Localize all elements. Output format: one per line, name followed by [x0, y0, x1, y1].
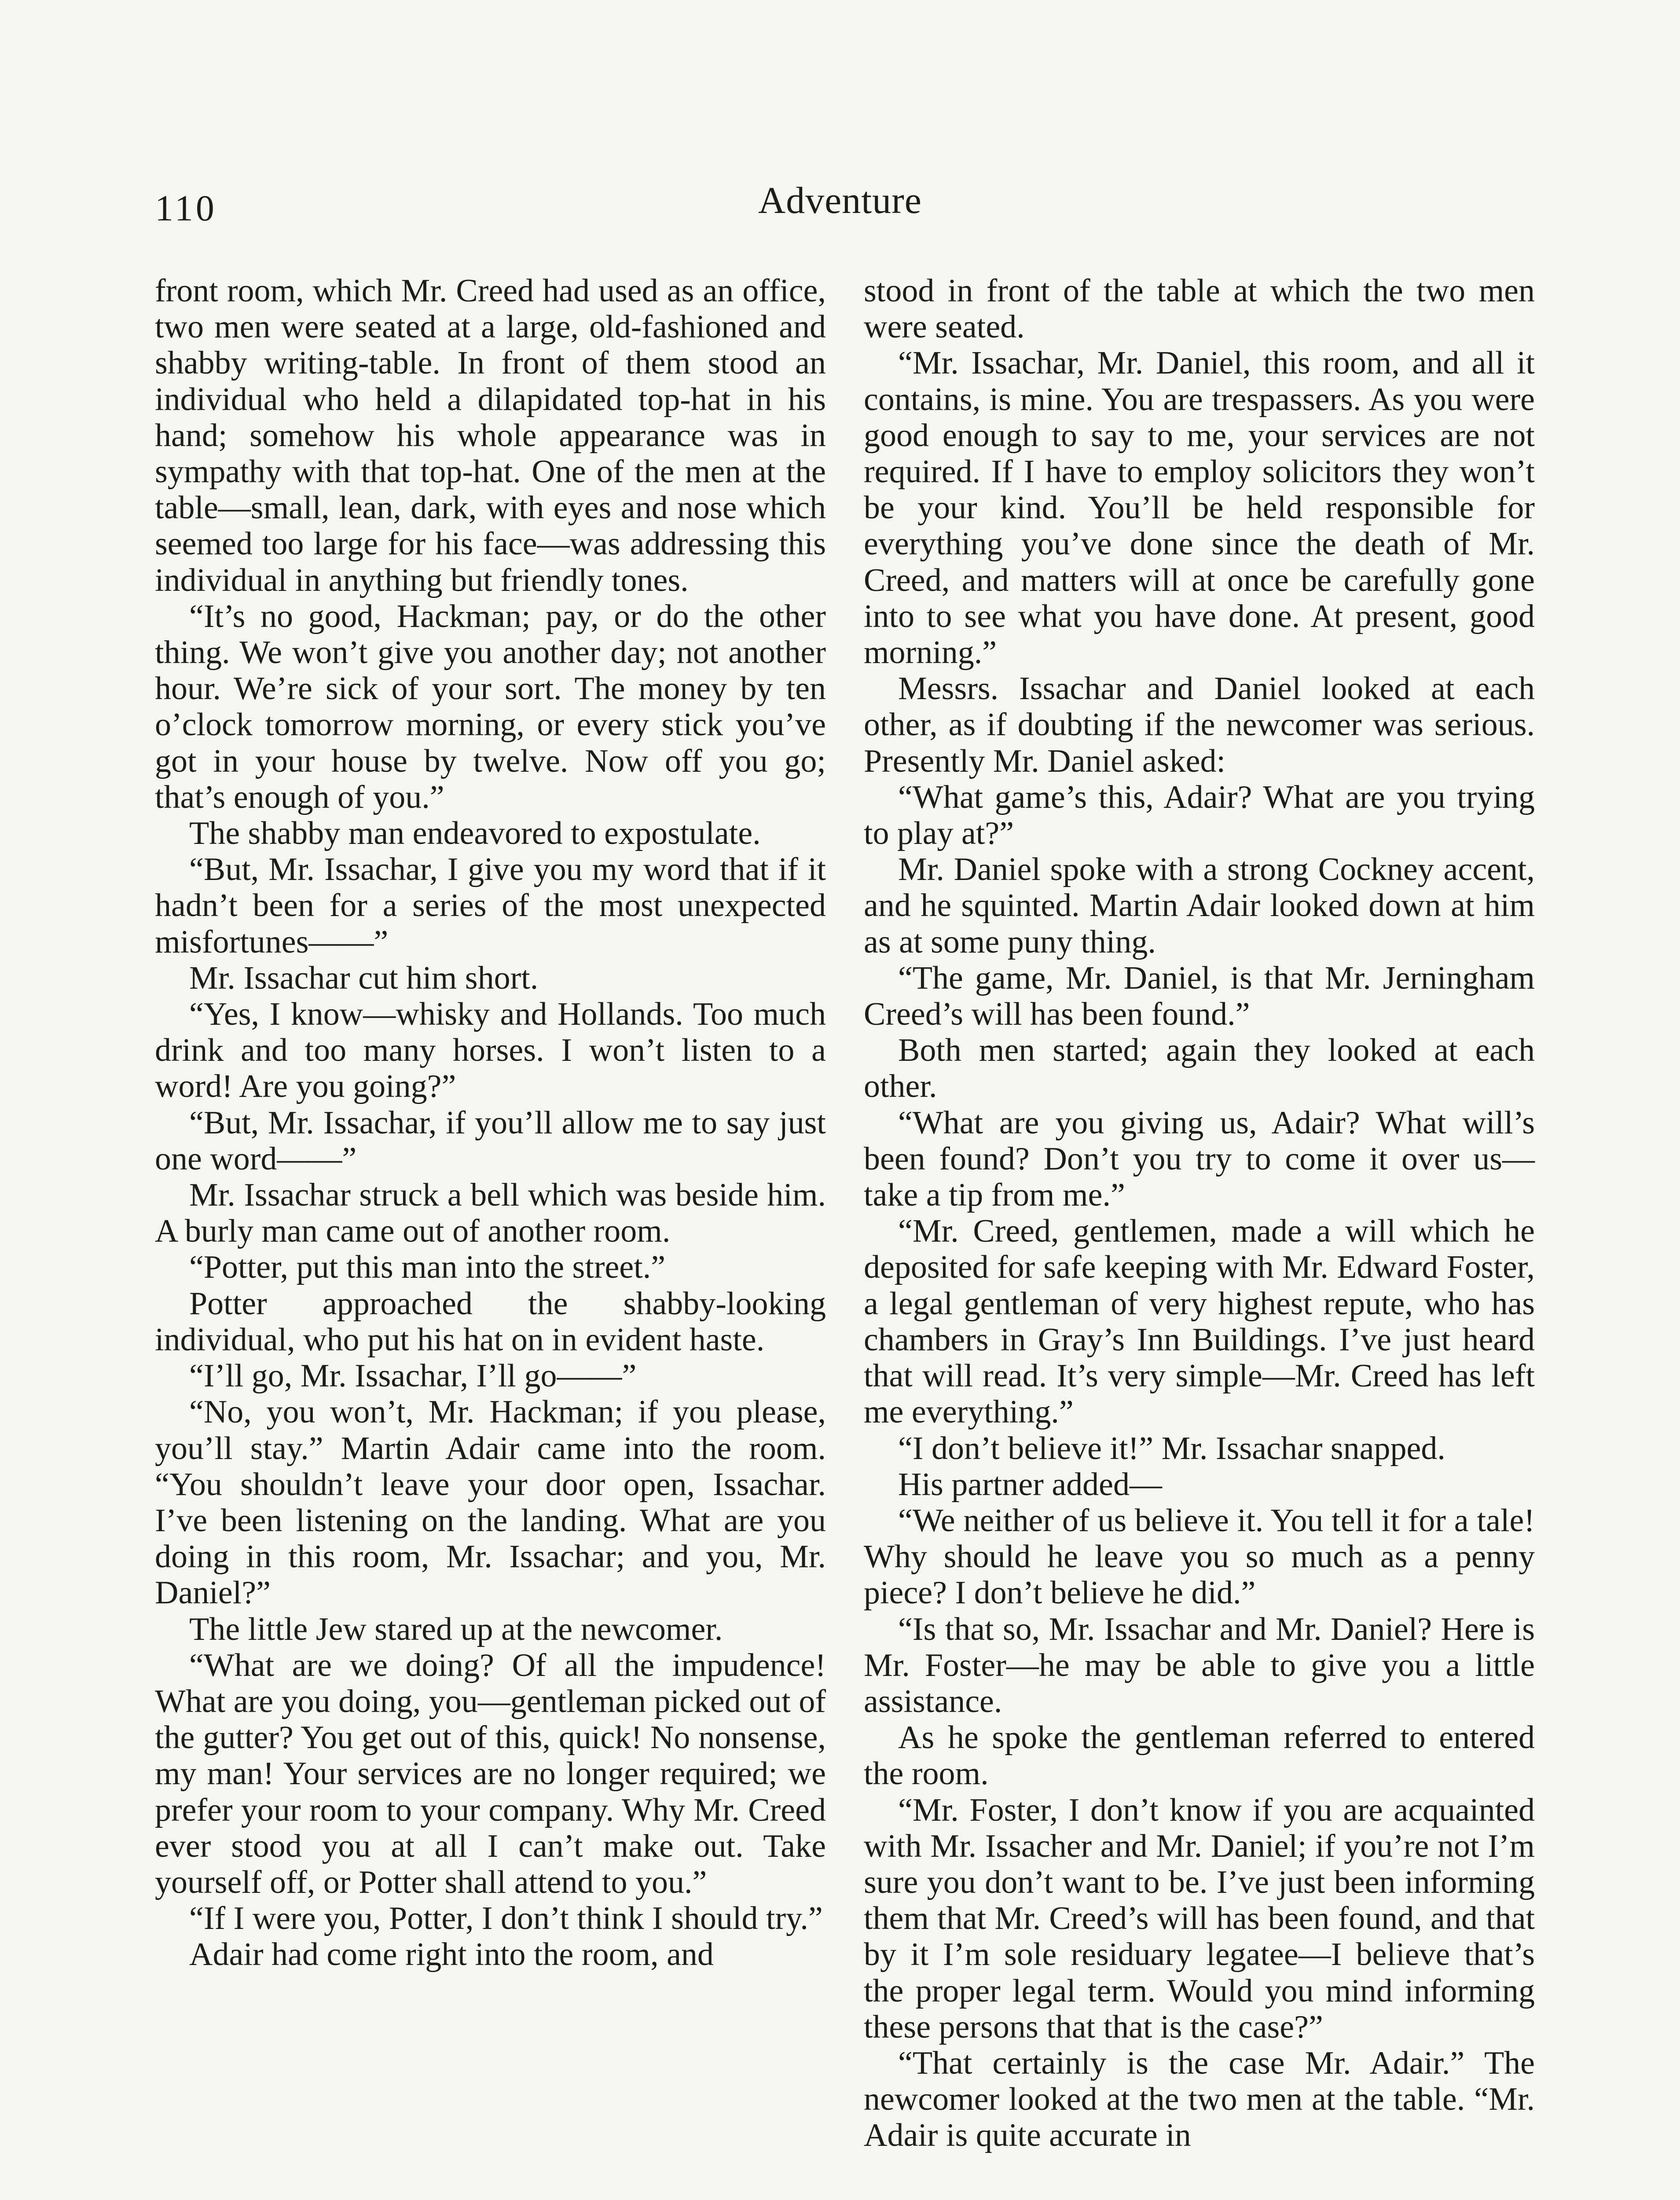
paragraph: “We neither of us believe it. You tell it for a tale! Why should he leave you so much as a penny piece? I don’t believe he did.” [864, 1502, 1535, 1611]
paragraph: “Mr. Creed, gentlemen, made a will which he deposited for safe keeping with Mr. Edward Foster, a legal gentleman of very highest repute, who has chambers in Gray’s Inn Buildings. I’ve just heard that will read. It’s very simple—Mr. Creed has left me everything.” [864, 1213, 1535, 1430]
left-text-column [155, 273, 826, 1973]
paragraph: front room, which Mr. Creed had used as an office, two men were seated at a large, old-fashioned and shabby writing-table. In front of them stood an individual who held a dilapidated top-hat in his hand; somehow his whole appearance was in sympathy with that top-hat. One of the men at the table—small, lean, dark, with eyes and nose which seemed too large for his face—was addressing this individual in anything but friendly tones. [155, 273, 826, 598]
paragraph: Adair had come right into the room, and [189, 1936, 714, 1973]
right-text-column [864, 273, 1535, 2154]
paragraph: “Yes, I know—whisky and Hollands. Too much drink and too many horses. I won’t listen to a word! Are you going?” [155, 996, 826, 1105]
paragraph: “The game, Mr. Daniel, is that Mr. Jerningham Creed’s will has been found.” [864, 960, 1535, 1033]
paragraph: “I’ll go, Mr. Issachar, I’ll go——” [189, 1358, 637, 1394]
paragraph: Potter approached the shabby-looking individual, who put his hat on in evident haste. [155, 1285, 826, 1358]
running-head: Adventure [758, 179, 922, 221]
paragraph: “But, Mr. Issachar, I give you my word that if it hadn’t been for a series of the most unexpected misfortunes——” [155, 851, 826, 960]
paragraph: “I don’t believe it!” Mr. Issachar snapped. [898, 1430, 1445, 1467]
paragraph: Mr. Issachar struck a bell which was beside him. A burly man came out of another room. [155, 1177, 826, 1250]
paragraph: “Mr. Foster, I don’t know if you are acquainted with Mr. Issacher and Mr. Daniel; if you’re not I’m sure you don’t want to be. I’ve just been informing them that Mr. Creed’s will has been found, and that by it I’m sole residuary legatee—I believe that’s the proper legal term. Would you mind informing these persons that that is the case?” [864, 1792, 1535, 2045]
paragraph: Mr. Daniel spoke with a strong Cockney accent, and he squinted. Martin Adair looked down at him as at some puny thing. [864, 851, 1535, 960]
paragraph: As he spoke the gentleman referred to entered the room. [864, 1720, 1535, 1792]
paragraph: “But, Mr. Issachar, if you’ll allow me to say just one word——” [155, 1104, 826, 1177]
paragraph: stood in front of the table at which the two men were seated. [864, 273, 1535, 345]
paragraph: “It’s no good, Hackman; pay, or do the other thing. We won’t give you another day; not another hour. We’re sick of your sort. The money by ten o’clock tomorrow morning, or every stick you’ve got in your house by twelve. Now off you go; that’s enough of you.” [155, 598, 826, 815]
paragraph: “If I were you, Potter, I don’t think I should try.” [189, 1900, 823, 1937]
paragraph: Messrs. Issachar and Daniel looked at each other, as if doubting if the newcomer was serious. Presently Mr. Daniel asked: [864, 671, 1535, 779]
paragraph: “What are you giving us, Adair? What will’s been found? Don’t you try to come it over us—take a tip from me.” [864, 1104, 1535, 1214]
page-number: 110 [155, 188, 217, 229]
paragraph: The shabby man endeavored to expostulate. [189, 815, 761, 852]
paragraph: “What game’s this, Adair? What are you trying to play at?” [864, 779, 1535, 852]
paragraph: “What are we doing? Of all the impudence! What are you doing, you—gentleman picked out of the gutter? You get out of this, quick! No nonsense, my man! Your services are no longer required; we prefer your room to your company. Why Mr. Creed ever stood you at all I can’t make out. Take yourself off, or Potter shall attend to you.” [155, 1647, 826, 1900]
paragraph: “Is that so, Mr. Issachar and Mr. Daniel? Here is Mr. Foster—he may be able to give you a little assistance. [864, 1611, 1535, 1720]
paragraph: Mr. Issachar cut him short. [189, 960, 539, 996]
paragraph: “No, you won’t, Mr. Hackman; if you please, you’ll stay.” Martin Adair came into the room. “You shouldn’t leave your door open, Issachar. I’ve been listening on the landing. What are you doing in this room, Mr. Issachar; and you, Mr. Daniel?” [155, 1394, 826, 1611]
page-header [0, 178, 1680, 235]
paragraph: His partner added— [898, 1466, 1163, 1503]
paragraph: “That certainly is the case Mr. Adair.” The newcomer looked at the two men at the table. “Mr. Adair is quite accurate in [864, 2045, 1535, 2154]
paragraph: “Mr. Issachar, Mr. Daniel, this room, and all it contains, is mine. You are trespassers. As you were good enough to say to me, your services are not required. If I have to employ solicitors they won’t be your kind. You’ll be held responsible for everything you’ve done since the death of Mr. Creed, and matters will at once be carefully gone into to see what you have done. At present, good morning.” [864, 345, 1535, 671]
paragraph: “Potter, put this man into the street.” [189, 1249, 666, 1286]
paragraph: Both men started; again they looked at each other. [864, 1032, 1535, 1105]
paragraph: The little Jew stared up at the newcomer. [189, 1611, 723, 1647]
